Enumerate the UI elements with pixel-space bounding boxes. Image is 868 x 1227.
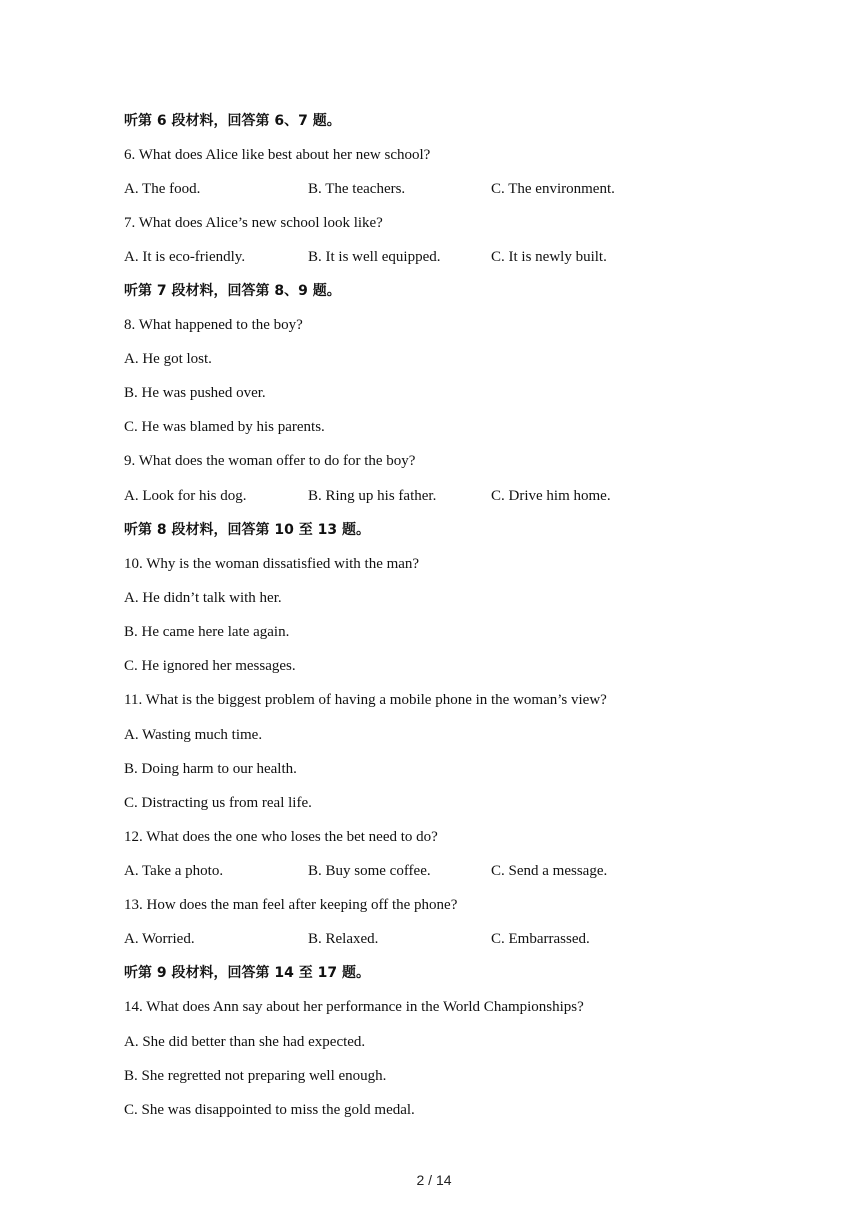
question-8-option-c: C. He was blamed by his parents. [124,419,325,435]
question-9-option-b: B. Ring up his father. [308,488,437,504]
question-14-option-b: B. She regretted not preparing well enough. [124,1068,387,1084]
question-14-stem: 14. What does Ann say about her performance in the World Championships? [124,999,584,1015]
page-number: 2 / 14 [416,1172,452,1188]
question-9-option-c: C. Drive him home. [491,488,611,504]
section-heading-7: 听第 7 段材料，回答第 8、9 题。 [124,283,341,299]
question-10-option-c: C. He ignored her messages. [124,658,296,674]
question-10-stem: 10. Why is the woman dissatisfied with the man? [124,556,420,572]
question-12-stem: 12. What does the one who loses the bet need to do? [124,829,438,845]
question-9-option-a: A. Look for his dog. [124,488,247,504]
question-11-option-a: A. Wasting much time. [124,727,263,743]
question-14-option-a: A. She did better than she had expected. [124,1034,366,1050]
question-12-option-a: A. Take a photo. [124,863,224,879]
question-6-option-b: B. The teachers. [308,181,406,197]
question-7-option-b: B. It is well equipped. [308,249,441,265]
question-7-option-a: A. It is eco-friendly. [124,249,246,265]
question-6-option-a: A. The food. [124,181,201,197]
question-6-option-c: C. The environment. [491,181,615,197]
question-10-option-a: A. He didn’t talk with her. [124,590,282,606]
question-13-option-b: B. Relaxed. [308,931,379,947]
question-13-option-c: C. Embarrassed. [491,931,590,947]
question-10-option-b: B. He came here late again. [124,624,290,640]
section-heading-8: 听第 8 段材料，回答第 10 至 13 题。 [124,522,370,538]
question-11-stem: 11. What is the biggest problem of having a mobile phone in the woman’s view? [124,692,607,708]
question-8-option-b: B. He was pushed over. [124,385,266,401]
question-11-option-b: B. Doing harm to our health. [124,761,297,777]
question-8-option-a: A. He got lost. [124,351,212,367]
question-12-option-b: B. Buy some coffee. [308,863,431,879]
question-14-option-c: C. She was disappointed to miss the gold medal. [124,1102,415,1118]
question-6-stem: 6. What does Alice like best about her new school? [124,147,431,163]
question-13-stem: 13. How does the man feel after keeping off the phone? [124,897,458,913]
question-8-stem: 8. What happened to the boy? [124,317,303,333]
question-9-stem: 9. What does the woman offer to do for the boy? [124,453,416,469]
question-7-option-c: C. It is newly built. [491,249,607,265]
section-heading-6: 听第 6 段材料，回答第 6、7 题。 [124,113,341,129]
question-7-stem: 7. What does Alice’s new school look like? [124,215,383,231]
question-12-option-c: C. Send a message. [491,863,608,879]
question-13-option-a: A. Worried. [124,931,195,947]
question-11-option-c: C. Distracting us from real life. [124,795,312,811]
section-heading-9: 听第 9 段材料，回答第 14 至 17 题。 [124,965,370,981]
